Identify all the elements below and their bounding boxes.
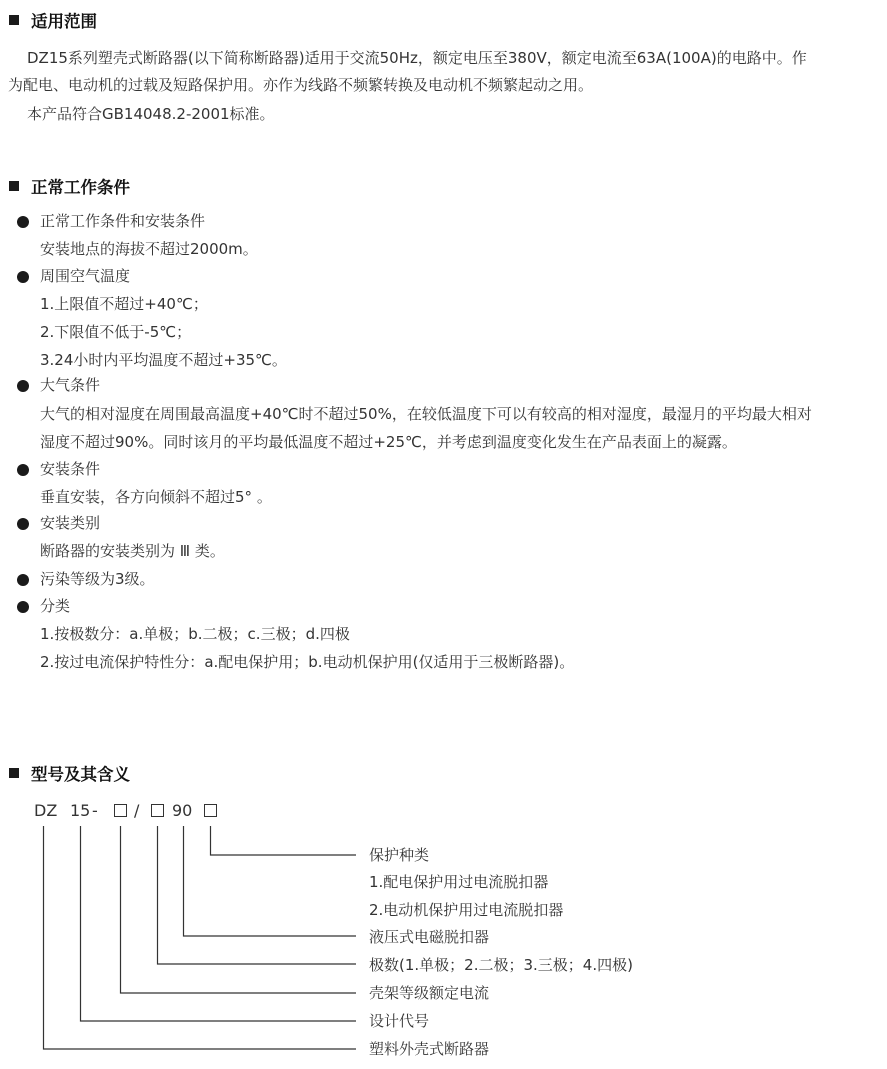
desc-hydraulic-release: 液压式电磁脱扣器	[369, 928, 490, 946]
leader-line-frame-current	[121, 826, 357, 993]
condition-line: 1.按极数分：a.单极；b.二极；c.三极；d.四极	[40, 625, 350, 643]
desc-frame-current: 壳架等级额定电流	[369, 984, 490, 1002]
condition-title-4: 安装条件	[40, 460, 101, 478]
condition-line: 湿度不超过90%。同时该月的平均最低温度不超过+25℃，并考虑到温度变化发生在产品表面上的凝露。	[40, 433, 737, 451]
code-series: 15	[70, 801, 91, 820]
leader-line-breaker-type	[44, 826, 357, 1049]
condition-line: 断路器的安装类别为 Ⅲ 类。	[40, 542, 225, 560]
condition-line: 1.上限值不超过+40℃；	[40, 295, 208, 313]
desc-distribution-release: 1.配电保护用过电流脱扣器	[369, 873, 549, 891]
leader-line-poles	[158, 826, 357, 964]
condition-line: 2.按过电流保护特性分：a.配电保护用；b.电动机保护用(仅适用于三极断路器)。	[40, 653, 575, 671]
code-num: 90	[172, 801, 193, 820]
condition-title-7: 分类	[40, 597, 71, 615]
leader-line-hydraulic-release	[184, 826, 357, 936]
desc-protection-type: 保护种类	[369, 846, 430, 864]
heading-model-text: 型号及其含义	[31, 765, 130, 784]
scope-line-2: 为配电、电动机的过载及短路保护用。亦作为线路不频繁转换及电动机不频繁起动之用。	[8, 76, 594, 94]
desc-motor-release: 2.电动机保护用过电流脱扣器	[369, 901, 564, 919]
condition-line: 大气的相对湿度在周围最高温度+40℃时不超过50%，在较低温度下可以有较高的相对湿度，最湿月的平均最大相对	[40, 405, 812, 423]
condition-line: 2.下限值不低于-5℃；	[40, 323, 192, 341]
condition-title-1: 正常工作条件和安装条件	[40, 212, 206, 230]
condition-title-6: 污染等级为3级。	[40, 570, 155, 588]
desc-breaker-type: 塑料外壳式断路器	[369, 1040, 490, 1058]
heading-conditions-text: 正常工作条件	[31, 178, 130, 197]
condition-title-3: 大气条件	[40, 376, 101, 394]
condition-line: 安装地点的海拔不超过2000m。	[40, 240, 258, 258]
scope-line-1: DZ15系列塑壳式断路器(以下简称断路器)适用于交流50Hz，额定电压至380V，额定电流至63A(100A)的电路中。作	[27, 49, 807, 67]
condition-line: 垂直安装，各方向倾斜不超过5° 。	[40, 488, 272, 506]
code-prefix: DZ	[34, 801, 58, 820]
condition-title-2: 周围空气温度	[40, 267, 131, 285]
code-slash: /	[134, 801, 140, 820]
leader-line-protection-type	[211, 826, 357, 855]
code-dash: -	[92, 801, 98, 820]
heading-scope-text: 适用范围	[31, 12, 97, 31]
condition-title-5: 安装类别	[40, 514, 101, 532]
scope-line-3: 本产品符合GB14048.2-2001标准。	[27, 105, 275, 123]
desc-design-code: 设计代号	[369, 1012, 430, 1030]
desc-poles: 极数(1.单极；2.二极；3.三极；4.四极)	[369, 956, 633, 974]
condition-line: 3.24小时内平均温度不超过+35℃。	[40, 351, 287, 369]
